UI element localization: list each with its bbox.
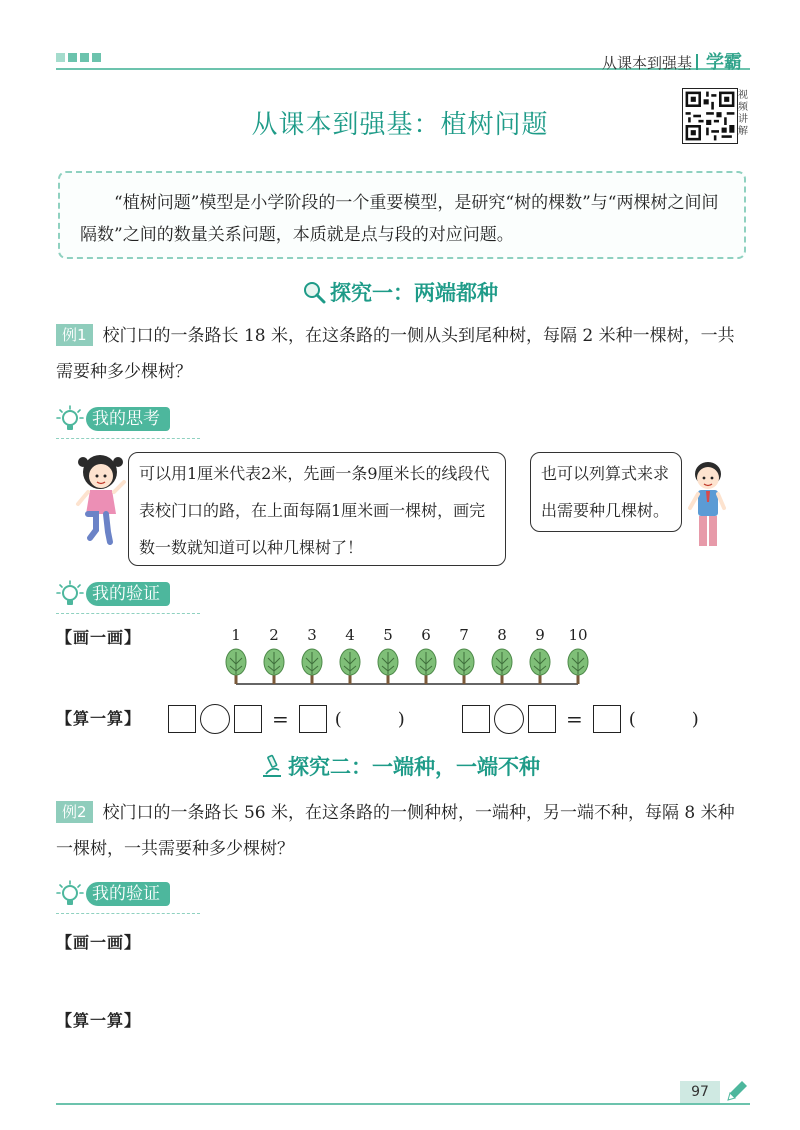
- boy-speech-bubble: [530, 452, 682, 532]
- draw-area-2[interactable]: [170, 920, 740, 990]
- answer-box[interactable]: [234, 705, 262, 733]
- draw-label-2: 【画一画】: [56, 933, 142, 952]
- lightbulb-icon: [56, 405, 84, 433]
- draw-label: 【画一画】: [56, 628, 142, 647]
- operator-circle[interactable]: [200, 704, 230, 734]
- girl-speech-bubble: [128, 452, 506, 566]
- header-brand: 学霸: [706, 52, 742, 73]
- calc-label: 【算一算】: [56, 709, 142, 728]
- think-label: 我的思考: [86, 407, 170, 431]
- tree-number: 2: [269, 626, 279, 644]
- example-two: [56, 795, 750, 867]
- verify-label-pill-2: [56, 880, 200, 908]
- unit-paren-right: ): [397, 708, 405, 730]
- tree-icon: [264, 649, 284, 684]
- equals-sign: =: [272, 707, 289, 731]
- equation-one: [168, 704, 409, 734]
- section-two-title: 探究二：一端种，一端不种: [288, 755, 540, 779]
- section-one-title: 探究一：两端都种: [330, 281, 498, 305]
- tree-diagram: [220, 622, 600, 692]
- page-title: 从课本到强基：植树问题: [251, 110, 549, 140]
- header-title: [602, 48, 742, 74]
- tree-number: 8: [497, 626, 507, 644]
- answer-box[interactable]: [168, 705, 196, 733]
- pencil-icon: [724, 1078, 750, 1104]
- answer-box[interactable]: [593, 705, 621, 733]
- example-two-badge: 例2: [56, 801, 93, 823]
- tree-icon: [226, 649, 246, 684]
- unit-paren-right: ): [691, 708, 699, 730]
- tree-number: 5: [383, 626, 393, 644]
- tree-icon: [378, 649, 398, 684]
- example-one: [56, 318, 750, 390]
- boy-speech-text: 也可以列算式来求出需要种几棵树。: [541, 464, 670, 520]
- example-one-text: 校门口的一条路长 18 米，在这条路的一侧从头到尾种树，每隔 2 米种一棵树，一共需要种多少棵树？: [56, 326, 735, 382]
- tree-number: 7: [459, 626, 469, 644]
- tree-row-svg: [220, 622, 600, 692]
- header-decoration: [56, 53, 101, 62]
- tree-icon: [416, 649, 436, 684]
- example-two-text: 校门口的一条路长 56 米，在这条路的一侧种树，一端种，另一端不种，每隔 8 米种一棵树，一共需要种多少棵树？: [56, 803, 735, 859]
- girl-illustration: [74, 452, 128, 548]
- answer-box[interactable]: [462, 705, 490, 733]
- operator-circle[interactable]: [494, 704, 524, 734]
- equals-sign: =: [566, 707, 583, 731]
- tree-number: 6: [421, 626, 431, 644]
- boy-illustration: [684, 458, 732, 554]
- section-one-heading: [0, 277, 800, 307]
- qr-label: 视频讲解: [738, 90, 748, 137]
- verify-label-pill: [56, 580, 200, 608]
- tree-icon: [530, 649, 550, 684]
- lightbulb-icon: [56, 580, 84, 608]
- think-label-pill: [56, 405, 200, 433]
- calc-label-2: 【算一算】: [56, 1011, 142, 1030]
- example-one-badge: 例1: [56, 324, 93, 346]
- tree-icon: [492, 649, 512, 684]
- answer-box[interactable]: [299, 705, 327, 733]
- intro-box: [58, 171, 746, 259]
- tree-number: 4: [345, 626, 355, 644]
- microscope-icon: [260, 754, 284, 778]
- tree-icon: [340, 649, 360, 684]
- page-number: 97: [680, 1081, 720, 1103]
- calc-area-2[interactable]: [170, 1000, 740, 1060]
- intro-text: “植树问题”模型是小学阶段的一个重要模型，是研究“树的棵数”与“两棵树之间间隔数”之间的数量关系问题，本质就是点与段的对应问题。: [80, 193, 719, 245]
- tree-number: 10: [568, 626, 588, 644]
- qr-code-icon[interactable]: [682, 88, 738, 144]
- tree-number: 1: [231, 626, 241, 644]
- magnifier-icon: [302, 280, 326, 304]
- verify-label: 我的验证: [86, 582, 170, 606]
- equation-two: [462, 704, 703, 734]
- footer-rule: [56, 1103, 750, 1105]
- section-two-heading: [0, 751, 800, 781]
- tree-icon: [454, 649, 474, 684]
- verify-label-2: 我的验证: [86, 882, 170, 906]
- tree-icon: [568, 649, 588, 684]
- lightbulb-icon: [56, 880, 84, 908]
- unit-paren-left: (: [334, 708, 342, 730]
- unit-paren-left: (: [628, 708, 636, 730]
- tree-number: 9: [535, 626, 545, 644]
- tree-number: 3: [307, 626, 317, 644]
- tree-icon: [302, 649, 322, 684]
- header-course: 从课本到强基: [601, 54, 692, 72]
- answer-box[interactable]: [528, 705, 556, 733]
- girl-speech-text: 可以用1厘米代表2米，先画一条9厘米长的线段代表校门口的路，在上面每隔1厘米画一棵树，画完数一数就知道可以种几棵树了！: [139, 464, 490, 557]
